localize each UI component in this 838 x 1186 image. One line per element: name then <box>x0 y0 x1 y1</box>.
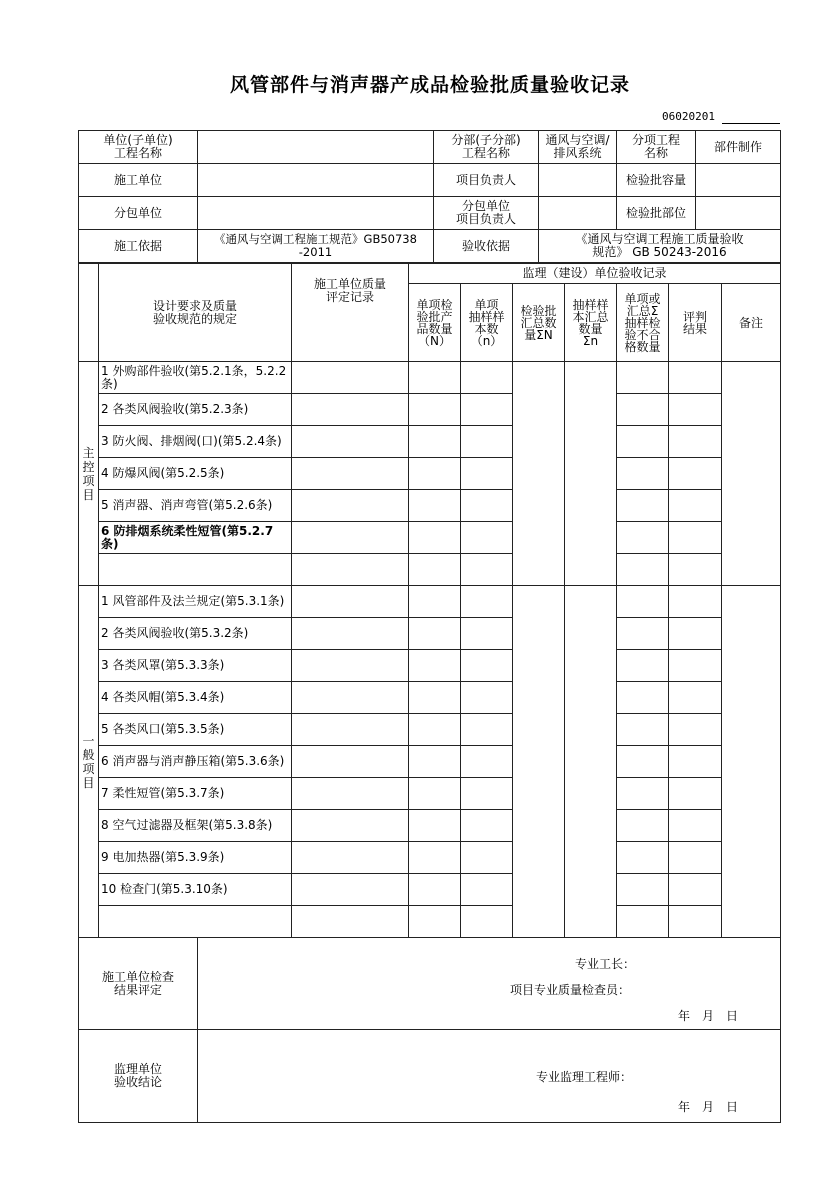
batch-quantity-cell[interactable] <box>409 490 461 522</box>
self-eval-cell[interactable] <box>292 522 409 554</box>
subcontractor-field[interactable] <box>198 197 434 230</box>
self-eval-cell[interactable] <box>292 778 409 810</box>
judge-cell[interactable] <box>669 426 722 458</box>
sample-count-cell[interactable] <box>461 714 513 746</box>
date-label-contractor: 年 月 日 <box>678 1009 739 1023</box>
unit-project-label: 单位(子单位) 工程名称 <box>79 131 198 164</box>
sample-count-cell[interactable] <box>461 874 513 906</box>
sample-count-cell[interactable] <box>461 426 513 458</box>
self-eval-cell[interactable] <box>292 842 409 874</box>
col-batch-quantity-header: 单项检 验批产 品数量 （N） <box>409 284 461 362</box>
batch-quantity-cell[interactable] <box>409 906 461 938</box>
fail-count-cell[interactable] <box>617 362 669 394</box>
foreman-label: 专业工长： <box>575 957 636 971</box>
table-row <box>79 490 781 522</box>
self-eval-header: 施工单位质量 评定记录 <box>292 264 409 362</box>
sample-count-cell[interactable] <box>461 554 513 586</box>
batch-quantity-cell[interactable] <box>409 714 461 746</box>
table-row <box>79 618 781 650</box>
item-requirement: 5 消声器、消声弯管(第5.2.6条) <box>99 490 292 522</box>
judge-cell[interactable] <box>669 458 722 490</box>
supervision-header: 监理（建设）单位验收记录 <box>409 264 781 284</box>
supervisor-conclusion-area[interactable] <box>198 1030 781 1123</box>
contractor-field[interactable] <box>198 164 434 197</box>
item-requirement: 9 电加热器(第5.3.9条) <box>99 842 292 874</box>
sum-sample-cell[interactable] <box>565 586 617 938</box>
batch-quantity-cell[interactable] <box>409 554 461 586</box>
self-eval-cell[interactable] <box>292 650 409 682</box>
fail-count-cell[interactable] <box>617 874 669 906</box>
item-requirement: 1 风管部件及法兰规定(第5.3.1条) <box>99 586 292 618</box>
batch-quantity-cell[interactable] <box>409 778 461 810</box>
batch-quantity-cell[interactable] <box>409 874 461 906</box>
batch-quantity-cell[interactable] <box>409 842 461 874</box>
sample-count-cell[interactable] <box>461 810 513 842</box>
sum-batch-cell[interactable] <box>513 586 565 938</box>
table-row <box>79 682 781 714</box>
sample-count-cell[interactable] <box>461 650 513 682</box>
fail-count-cell[interactable] <box>617 650 669 682</box>
fail-count-cell[interactable] <box>617 682 669 714</box>
table-row <box>79 394 781 426</box>
sample-count-cell[interactable] <box>461 586 513 618</box>
judge-cell[interactable] <box>669 586 722 618</box>
table-row <box>79 586 781 618</box>
self-eval-cell[interactable] <box>292 714 409 746</box>
sub-division-label: 分部(子分部) 工程名称 <box>434 131 539 164</box>
item-requirement: 2 各类风阀验收(第5.3.2条) <box>99 618 292 650</box>
fail-count-cell[interactable] <box>617 394 669 426</box>
contractor-check-label: 施工单位检查 结果评定 <box>79 938 198 1030</box>
judge-cell[interactable] <box>669 522 722 554</box>
table-row <box>79 362 781 394</box>
self-eval-cell[interactable] <box>292 586 409 618</box>
table-row <box>79 650 781 682</box>
batch-quantity-cell[interactable] <box>409 458 461 490</box>
batch-quantity-cell[interactable] <box>409 650 461 682</box>
fail-count-cell[interactable] <box>617 618 669 650</box>
form-code-underline <box>722 123 780 124</box>
self-eval-cell[interactable] <box>292 618 409 650</box>
item-requirement: 3 各类风罩(第5.3.3条) <box>99 650 292 682</box>
self-eval-cell[interactable] <box>292 426 409 458</box>
requirement-header: 设计要求及质量 验收规范的规定 <box>99 264 292 362</box>
judge-cell[interactable] <box>669 394 722 426</box>
col-sum-batch-header: 检验批 汇总数 量ΣN <box>513 284 565 362</box>
batch-quantity-cell[interactable] <box>409 810 461 842</box>
fail-count-cell[interactable] <box>617 906 669 938</box>
judge-cell[interactable] <box>669 842 722 874</box>
fail-count-cell[interactable] <box>617 842 669 874</box>
sample-count-cell[interactable] <box>461 682 513 714</box>
batch-capacity-field[interactable] <box>696 164 781 197</box>
unit-project-field[interactable] <box>198 131 434 164</box>
self-eval-cell[interactable] <box>292 490 409 522</box>
judge-cell[interactable] <box>669 714 722 746</box>
batch-quantity-cell[interactable] <box>409 394 461 426</box>
form-code: 06020201 <box>662 110 715 123</box>
col-sample-count-header: 单项 抽样样 本数 （n） <box>461 284 513 362</box>
remark-cell[interactable] <box>722 362 781 586</box>
batch-quantity-cell[interactable] <box>409 618 461 650</box>
date-label-supervisor: 年 月 日 <box>678 1100 739 1114</box>
table-row <box>79 714 781 746</box>
table-row <box>79 426 781 458</box>
item-requirement: 5 各类风口(第5.3.5条) <box>99 714 292 746</box>
sum-sample-cell[interactable] <box>565 362 617 586</box>
inspection-items-table <box>78 263 781 938</box>
self-eval-cell[interactable] <box>292 458 409 490</box>
self-eval-cell[interactable] <box>292 362 409 394</box>
item-requirement: 4 各类风帽(第5.3.4条) <box>99 682 292 714</box>
self-eval-cell[interactable] <box>292 682 409 714</box>
sample-count-cell[interactable] <box>461 522 513 554</box>
judge-cell[interactable] <box>669 618 722 650</box>
fail-count-cell[interactable] <box>617 714 669 746</box>
item-requirement: 2 各类风阀验收(第5.2.3条) <box>99 394 292 426</box>
supervisor-label: 监理单位 验收结论 <box>79 1030 198 1123</box>
self-eval-cell[interactable] <box>292 810 409 842</box>
judge-cell[interactable] <box>669 362 722 394</box>
batch-quantity-cell[interactable] <box>409 522 461 554</box>
sample-count-cell[interactable] <box>461 746 513 778</box>
table-row <box>79 458 781 490</box>
fail-count-cell[interactable] <box>617 490 669 522</box>
sample-count-cell[interactable] <box>461 458 513 490</box>
self-eval-cell[interactable] <box>292 746 409 778</box>
judge-cell[interactable] <box>669 650 722 682</box>
item-requirement <box>99 554 292 586</box>
batch-location-field[interactable] <box>696 197 781 230</box>
item-requirement: 8 空气过滤器及框架(第5.3.8条) <box>99 810 292 842</box>
fail-count-cell[interactable] <box>617 426 669 458</box>
item-requirement: 7 柔性短管(第5.3.7条) <box>99 778 292 810</box>
batch-quantity-cell[interactable] <box>409 362 461 394</box>
judge-cell[interactable] <box>669 554 722 586</box>
item-project-field[interactable]: 部件制作 <box>696 131 781 164</box>
table-row <box>79 842 781 874</box>
item-requirement: 3 防火阀、排烟阀(口)(第5.2.4条) <box>99 426 292 458</box>
construction-basis-field[interactable]: 《通风与空调工程施工规范》GB50738 -2011 <box>198 230 434 263</box>
signature-table <box>78 937 781 1123</box>
sub-manager-field[interactable] <box>539 197 617 230</box>
sample-count-cell[interactable] <box>461 394 513 426</box>
fail-count-cell[interactable] <box>617 746 669 778</box>
side-header-cell <box>79 264 99 362</box>
col-remark-header: 备注 <box>722 284 781 362</box>
table-row <box>79 874 781 906</box>
sample-count-cell[interactable] <box>461 618 513 650</box>
table-row <box>79 746 781 778</box>
remark-cell[interactable] <box>722 586 781 938</box>
sample-count-cell[interactable] <box>461 906 513 938</box>
sub-manager-label: 分包单位 项目负责人 <box>434 197 539 230</box>
item-requirement: 1 外购部件验收(第5.2.1条，5.2.2条) <box>99 362 292 394</box>
quality-inspector-label: 项目专业质量检查员： <box>510 983 631 997</box>
judge-cell[interactable] <box>669 746 722 778</box>
batch-quantity-cell[interactable] <box>409 746 461 778</box>
batch-quantity-cell[interactable] <box>409 682 461 714</box>
fail-count-cell[interactable] <box>617 586 669 618</box>
judge-cell[interactable] <box>669 778 722 810</box>
judge-cell[interactable] <box>669 874 722 906</box>
batch-quantity-cell[interactable] <box>409 426 461 458</box>
sample-count-cell[interactable] <box>461 778 513 810</box>
self-eval-cell[interactable] <box>292 394 409 426</box>
fail-count-cell[interactable] <box>617 458 669 490</box>
general-section-label: 一般项目 <box>79 586 99 938</box>
page-title: 风管部件与消声器产成品检验批质量验收记录 <box>229 74 630 96</box>
self-eval-cell[interactable] <box>292 906 409 938</box>
batch-location-label: 检验批部位 <box>617 197 696 230</box>
sample-count-cell[interactable] <box>461 490 513 522</box>
sample-count-cell[interactable] <box>461 842 513 874</box>
col-sum-sample-header: 抽样样 本汇总 数量 Σn <box>565 284 617 362</box>
judge-cell[interactable] <box>669 906 722 938</box>
fail-count-cell[interactable] <box>617 554 669 586</box>
batch-quantity-cell[interactable] <box>409 586 461 618</box>
self-eval-cell[interactable] <box>292 874 409 906</box>
subcontractor-label: 分包单位 <box>79 197 198 230</box>
fail-count-cell[interactable] <box>617 778 669 810</box>
item-requirement <box>99 906 292 938</box>
fail-count-cell[interactable] <box>617 810 669 842</box>
col-fail-count-header: 单项或 汇总Σ 抽样检 验不合 格数量 <box>617 284 669 362</box>
item-requirement: 4 防爆风阀(第5.2.5条) <box>99 458 292 490</box>
judge-cell[interactable] <box>669 682 722 714</box>
project-manager-field[interactable] <box>539 164 617 197</box>
main-control-section-label: 主控项目 <box>79 362 99 586</box>
project-manager-label: 项目负责人 <box>434 164 539 197</box>
contractor-check-area[interactable] <box>198 938 781 1030</box>
table-row <box>79 522 781 554</box>
contractor-label: 施工单位 <box>79 164 198 197</box>
supervising-engineer-label: 专业监理工程师： <box>536 1070 633 1084</box>
fail-count-cell[interactable] <box>617 522 669 554</box>
item-requirement: 6 防排烟系统柔性短管(第5.2.7条) <box>99 522 292 554</box>
batch-capacity-label: 检验批容量 <box>617 164 696 197</box>
table-row <box>79 778 781 810</box>
item-requirement: 10 检查门(第5.3.10条) <box>99 874 292 906</box>
sum-batch-cell[interactable] <box>513 362 565 586</box>
acceptance-basis-field[interactable]: 《通风与空调工程施工质量验收 规范》 GB 50243-2016 <box>539 230 781 263</box>
self-eval-cell[interactable] <box>292 554 409 586</box>
sample-count-cell[interactable] <box>461 362 513 394</box>
item-project-label: 分项工程 名称 <box>617 131 696 164</box>
item-requirement: 6 消声器与消声静压箱(第5.3.6条) <box>99 746 292 778</box>
table-row <box>79 810 781 842</box>
sub-division-field[interactable]: 通风与空调/ 排风系统 <box>539 131 617 164</box>
table-row <box>79 906 781 938</box>
judge-cell[interactable] <box>669 810 722 842</box>
col-judge-header: 评判 结果 <box>669 284 722 362</box>
table-row <box>79 554 781 586</box>
acceptance-basis-label: 验收依据 <box>434 230 539 263</box>
construction-basis-label: 施工依据 <box>79 230 198 263</box>
judge-cell[interactable] <box>669 490 722 522</box>
project-info-table <box>78 130 781 263</box>
